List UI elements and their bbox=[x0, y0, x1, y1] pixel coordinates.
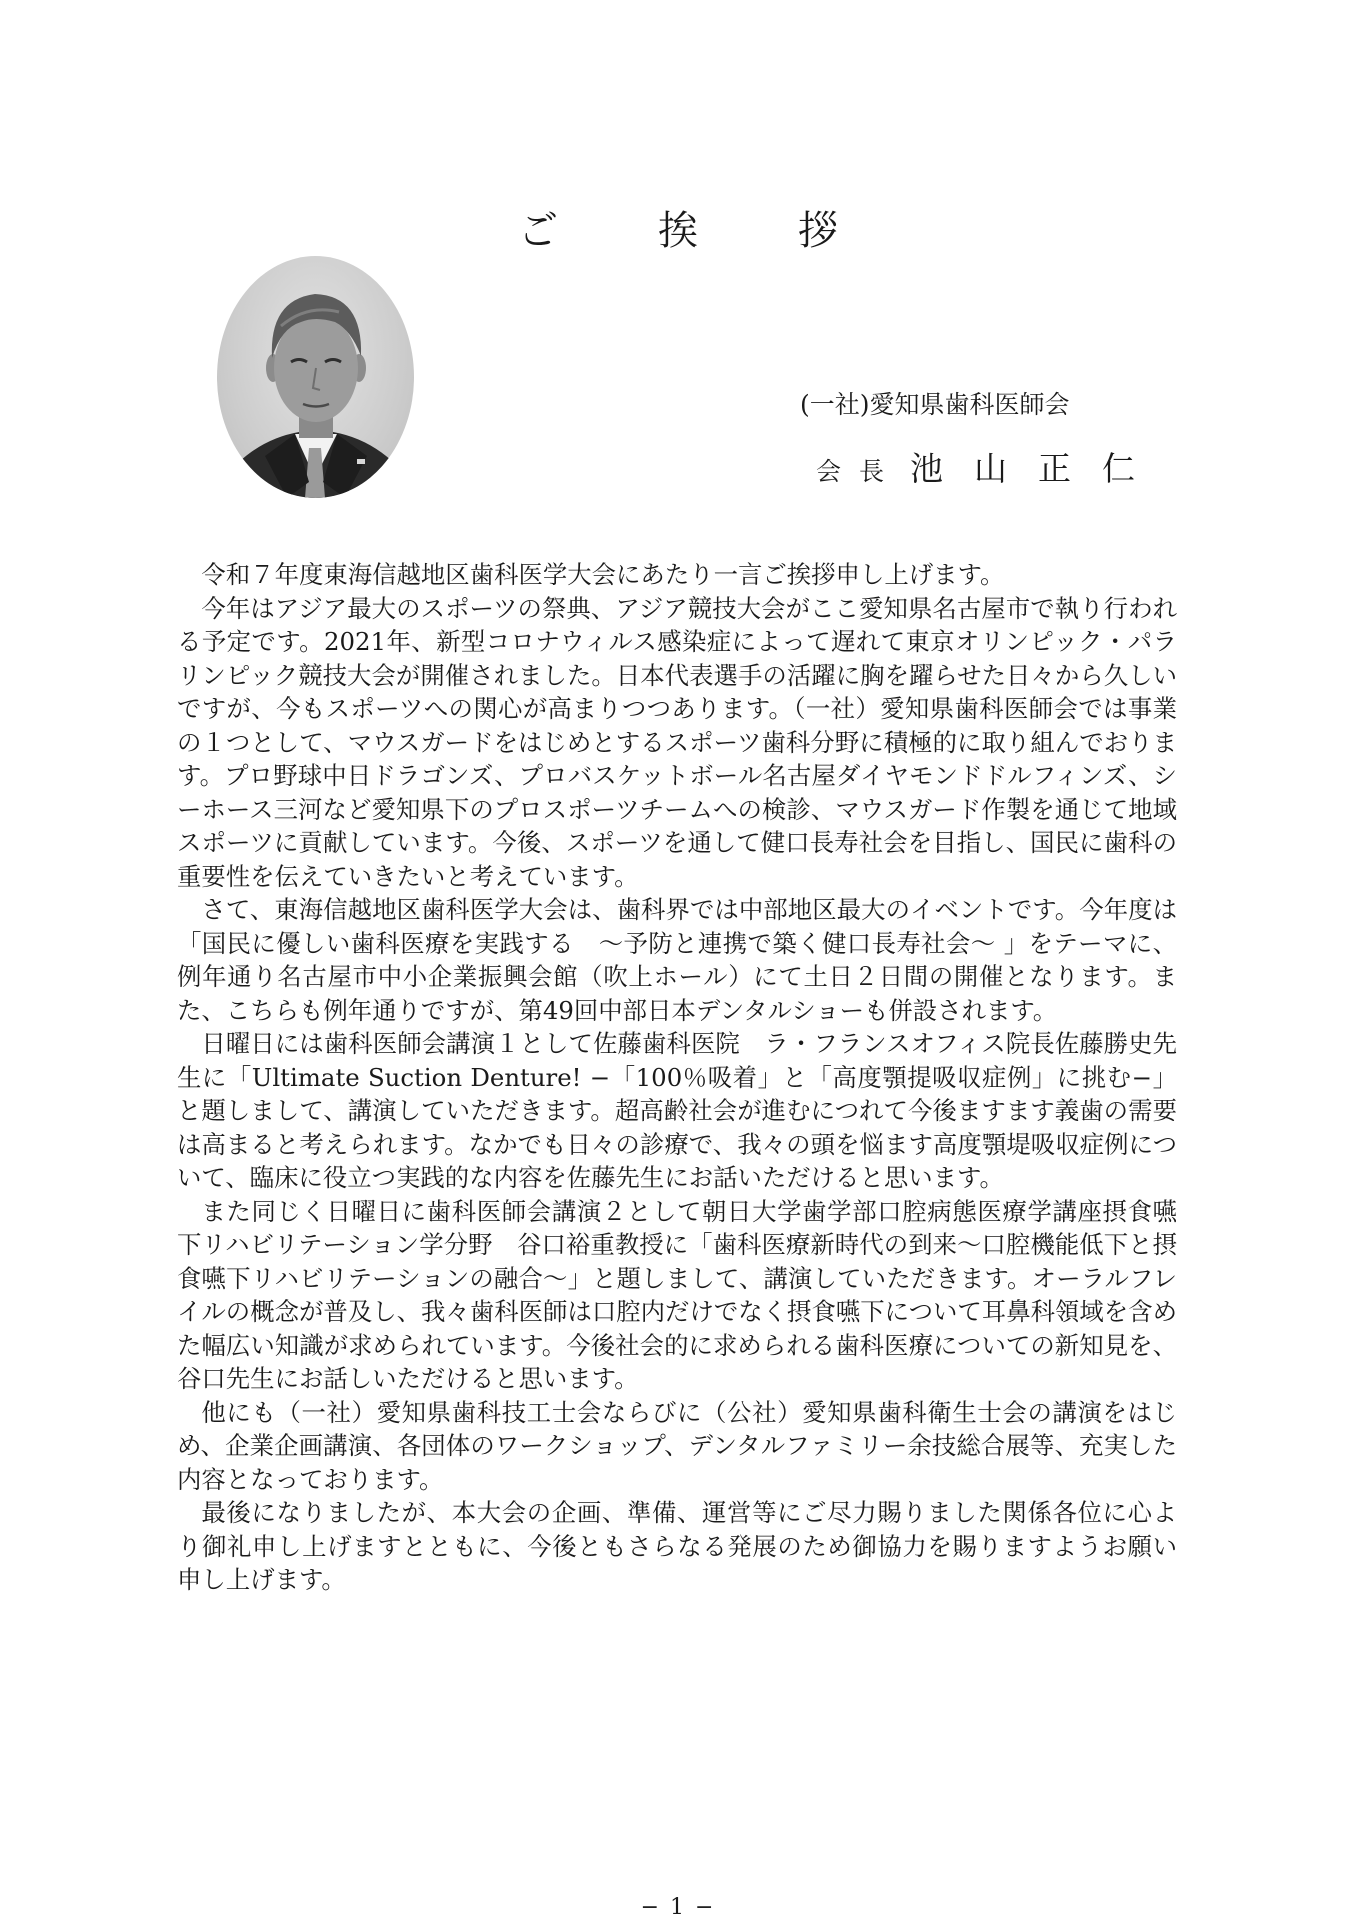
author-portrait bbox=[217, 256, 414, 498]
author-position: 会長 bbox=[816, 457, 903, 486]
paragraph: また同じく日曜日に歯科医師会講演２として朝日大学歯学部口腔病態医療学講座摂食嚥下リハビリテーション学分野 谷口裕重教授に「歯科医療新時代の到来～口腔機能低下と摂食嚥下リハビリテーションの融合～」と題しまして、講演していただきます。オーラルフレイルの概念が普及し、我々歯科医師は口腔内だけでなく摂食嚥下について耳鼻科領域を含めた幅広い知識が求められています。今後社会的に求められる歯科医療についての新知見を、谷口先生にお話しいただけると思います。 bbox=[177, 1196, 1177, 1393]
paragraph: 他にも（一社）愛知県歯科技工士会ならびに（公社）愛知県歯科衛生士会の講演をはじめ、企業企画講演、各団体のワークショップ、デンタルファミリー余技総合展等、充実した内容となっております。 bbox=[177, 1397, 1177, 1494]
paragraph: 最後になりましたが、本大会の企画、準備、運営等にご尽力賜りました関係各位に心より御礼申し上げますとともに、今後ともさらなる発展のため御協力を賜りますようお願い申し上げます。 bbox=[177, 1498, 1177, 1594]
paragraph: 日曜日には歯科医師会講演１として佐藤歯科医院 ラ・フランスオフィス院長佐藤勝史先生に「Ultimate Suction Denture! −「100％吸着」と「高度顎提吸収症例」に挑む−」と題しまして、講演していただきます。超高齢社会が進むにつれて今後ますます義歯の需要は高まると考えられます。なかでも日々の診療で、我々の頭を悩ます高度顎堤吸収症例について、臨床に役立つ実践的な内容を佐藤先生にお話いただけると思います。 bbox=[177, 1029, 1177, 1192]
paragraph: さて、東海信越地区歯科医学大会は、歯科界では中部地区最大のイベントです。今年度は「国民に優しい歯科医療を実践する ～予防と連携で築く健口長寿社会～ 」をテーマに、例年通り名古屋市中小企業振興会館（吹上ホール）にて土日２日間の開催となります。また、こちらも例年通りですが、第49回中部日本デンタルショーも併設されます。 bbox=[177, 895, 1177, 1025]
author-organization: (一社)愛知県歯科医師会 bbox=[800, 390, 1070, 419]
page-title: ご 挨 拶 bbox=[518, 208, 868, 254]
author-name: 池山正仁 bbox=[910, 449, 1167, 488]
paragraph: 今年はアジア最大のスポーツの祭典、アジア競技大会がここ愛知県名古屋市で執り行われる予定です。2021年、新型コロナウィルス感染症によって遅れて東京オリンピック・パラリンピック競技大会が開催されました。日本代表選手の活躍に胸を躍らせた日々から久しいですが、今もスポーツへの関心が高まりつつあります。（一社）愛知県歯科医師会では事業の１つとして、マウスガードをはじめとするスポーツ歯科分野に積極的に取り組んでおります。プロ野球中日ドラゴンズ、プロバスケットボール名古屋ダイヤモンドドルフィンズ、シーホース三河など愛知県下のプロスポーツチームへの検診、マウスガード作製を通じて地域スポーツに貢献しています。今後、スポーツを通して健口長寿社会を目指し、国民に歯科の重要性を伝えていきたいと考えています。 bbox=[177, 593, 1177, 891]
paragraph: 令和７年度東海信越地区歯科医学大会にあたり一言ご挨拶申し上げます。 bbox=[201, 560, 1005, 589]
page-number: − 1 − bbox=[640, 1895, 716, 1920]
author-signature bbox=[816, 443, 1166, 487]
greeting-body bbox=[177, 558, 1177, 1597]
